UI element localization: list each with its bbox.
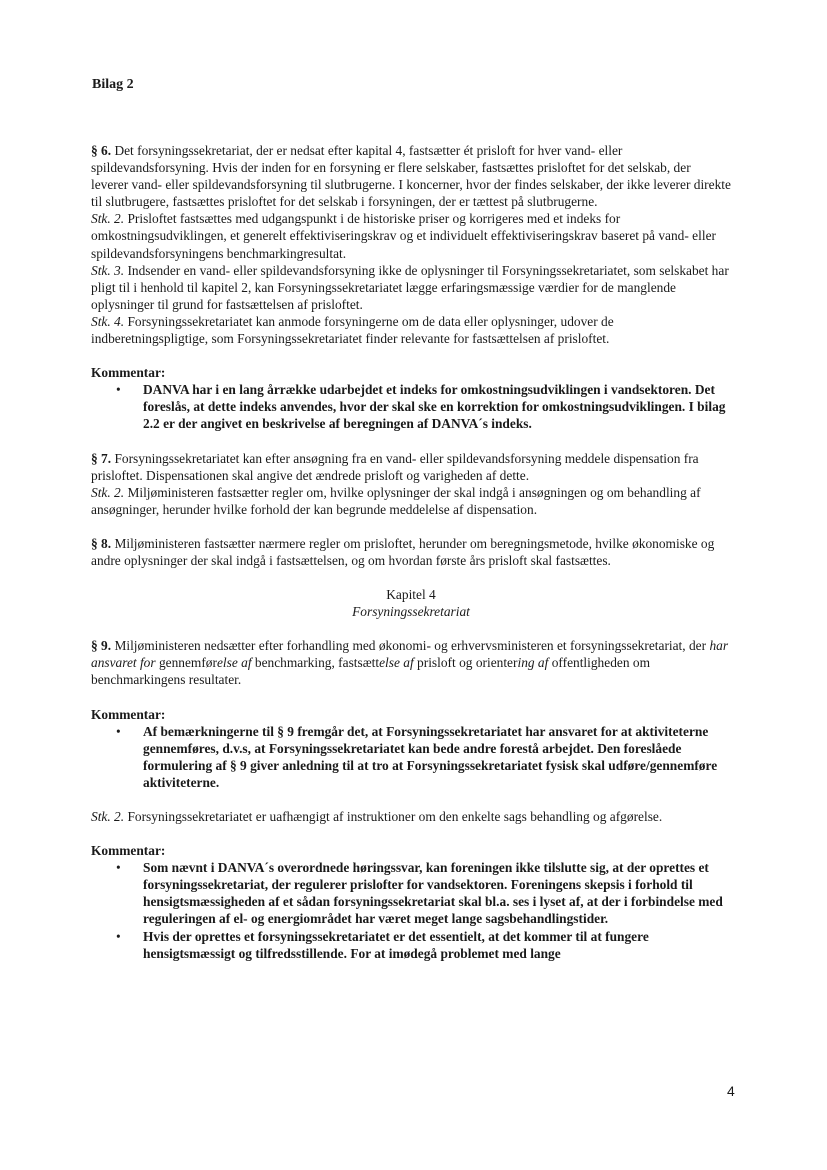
comment-text: Hvis der oprettes et forsyningssekretariatet er det essentielt, at det kommer til at fungere hensigtsmæssigt og tilfredsstillende. For at imødegå problemet med lange (143, 928, 649, 961)
paragraph-7-stk-2 (91, 484, 731, 518)
comment-item (91, 859, 731, 927)
bullet-icon: • (116, 723, 121, 739)
bullet-icon: • (116, 382, 121, 398)
paragraph-6-stk-4 (91, 313, 731, 347)
comment-list (91, 859, 731, 962)
comment-text: DANVA har i en lang årrække udarbejdet et indeks for omkostningsudviklingen i vandsektoren. Det foreslås, at dette indeks anvendes, hvor der skal ske en korrektion for omkostningsudviklingen. I bilag 2.2 er der angivet en beskrivelse af beregningen af DANVA´s indeks. (143, 382, 726, 432)
bullet-icon: • (116, 928, 121, 944)
section-number: § 7. (91, 450, 112, 466)
paragraph-text: Forsyningssekretariatet er uafhængigt af instruktioner om den enkelte sags behandling og afgørelse. (124, 809, 663, 824)
comment-list (91, 381, 731, 432)
paragraph-text: Forsyningssekretariatet kan efter ansøgning fra en vand- eller spildevandsforsyning meddele dispensation fra prisloftet. Dispensationen skal angive det ændrede prisloft og varigheden af dette. (91, 450, 699, 483)
italic-run: har ansvaret for (91, 638, 729, 671)
comment-item (91, 723, 731, 791)
comment-list (91, 723, 731, 791)
italic-run: else af (379, 655, 414, 671)
paragraph-text: Indsender en vand- eller spildevandsforsyning ikke de oplysninger til Forsyningssekretariatet, som selskabet har pligt til i henhold til kapitel 2, kan Forsyningssekretariatet lægge erfaringsmæssige værdier for de manglende oplysninger til grund for fastsættelsen af prisloftet. (91, 262, 729, 312)
text-run: Miljøministeren nedsætter efter forhandling med økonomi- og erhvervsministeren et forsyningssekretariat, der (111, 638, 710, 654)
page-content (91, 142, 731, 962)
section-number: § 6. (91, 143, 112, 158)
stk-label: Stk. 2. (91, 211, 125, 227)
paragraph-text: Miljøministeren fastsætter regler om, hvilke oplysninger der skal indgå i ansøgningen og om behandling af ansøgninger, herunder hvilke forhold der kan begrunde meddelelse af dispensation. (91, 484, 701, 517)
section-number: § 8. (91, 535, 112, 551)
paragraph-9-stk-2 (91, 808, 731, 825)
comment-heading: Kommentar: (91, 843, 166, 859)
paragraph-6-stk-3 (91, 262, 731, 313)
paragraph-6-stk-2 (91, 210, 731, 261)
section-number: § 9. (91, 638, 112, 654)
text-run: gennemfør (155, 655, 217, 671)
paragraph-7 (91, 450, 731, 484)
stk-label: Stk. 4. (91, 313, 125, 329)
bullet-icon: • (116, 860, 121, 876)
paragraph-text: Forsyningssekretariatet kan anmode forsyningerne om de data eller oplysninger, udover de indberetningspligtige, som Forsyningssekretariatet finder relevante for fastsættelsen af prisloftet. (91, 313, 614, 347)
comment-item (91, 381, 731, 432)
paragraph-6 (91, 142, 731, 210)
comment-heading: Kommentar: (91, 365, 166, 381)
text-run: prisloft og orienter (413, 655, 518, 671)
comment-text: Af bemærkningerne til § 9 fremgår det, at Forsyningssekretariatet har ansvaret for at aktiviteterne gennemføres, d.v.s, at Forsyningssekretariatet kan bede andre forestå arbejdet. Den foreslåede formulering af § 9 giver anledning til at tro at Forsyningssekretariatet fysisk skal udføre/gennemføre aktiviteterne. (143, 723, 718, 790)
chapter-subtitle: Forsyningssekretariat (352, 604, 470, 620)
italic-run: else af (216, 655, 252, 671)
page-number: 4 (727, 1083, 735, 1099)
paragraph-9 (91, 637, 731, 688)
text-run: offentligheden om benchmarkingens resultater. (91, 655, 650, 688)
comment-item (91, 928, 731, 962)
paragraph-text: Det forsyningssekretariat, der er nedsat efter kapital 4, fastsætter ét prisloft for hver vand- eller spildevandsforsyning. Hvis der inden for en forsyning er flere selskaber, fastsættes prisloftet for det selskab, der leverer vand- eller spildevandsforsyning til slutbrugerne. I koncerner, hvor der findes selskaber, der ikke leverer direkte til slutbrugere, fastsættes prisloftet for det selskab i forsyningen, der er tættest på slutbrugerne. (91, 143, 731, 210)
text-run: benchmarking, fastsætt (251, 655, 380, 671)
stk-label: Stk. 3. (91, 262, 125, 278)
comment-text: Som nævnt i DANVA´s overordnede høringssvar, kan foreningen ikke tilslutte sig, at der oprettes et forsyningssekretariat, der regulerer prislofter for vandsektoren. Foreningens skepsis i forhold til hensigtsmæssigheden af et sådan forsyningssekretariat skal bl.a. ses i lyset af, at der i forbindelse med reguleringen af el- og energiområdet har været meget lange sagsbehandlingstider. (143, 860, 723, 927)
paragraph-text: Prisloftet fastsættes med udgangspunkt i de historiske priser og korrigeres med et indeks for omkostningsudviklingen, et generelt effektiviseringskrav og et individuelt effektiviseringskrav baseret på vand- eller spildevandsforsyningens benchmarkingresultat. (91, 211, 716, 261)
chapter-title: Kapitel 4 (386, 587, 436, 603)
page-header: Bilag 2 (92, 77, 134, 92)
comment-heading: Kommentar: (91, 706, 166, 722)
paragraph-8 (91, 535, 731, 569)
stk-label: Stk. 2. (91, 484, 125, 500)
stk-label: Stk. 2. (91, 809, 125, 824)
paragraph-text: Miljøministeren fastsætter nærmere regler om prisloftet, herunder om beregningsmetode, hvilke økonomiske og andre oplysninger der skal indgå i fastsættelsen, og om hvordan første års prisloft skal fastsættes. (91, 535, 715, 568)
italic-run: ing af (517, 655, 549, 671)
